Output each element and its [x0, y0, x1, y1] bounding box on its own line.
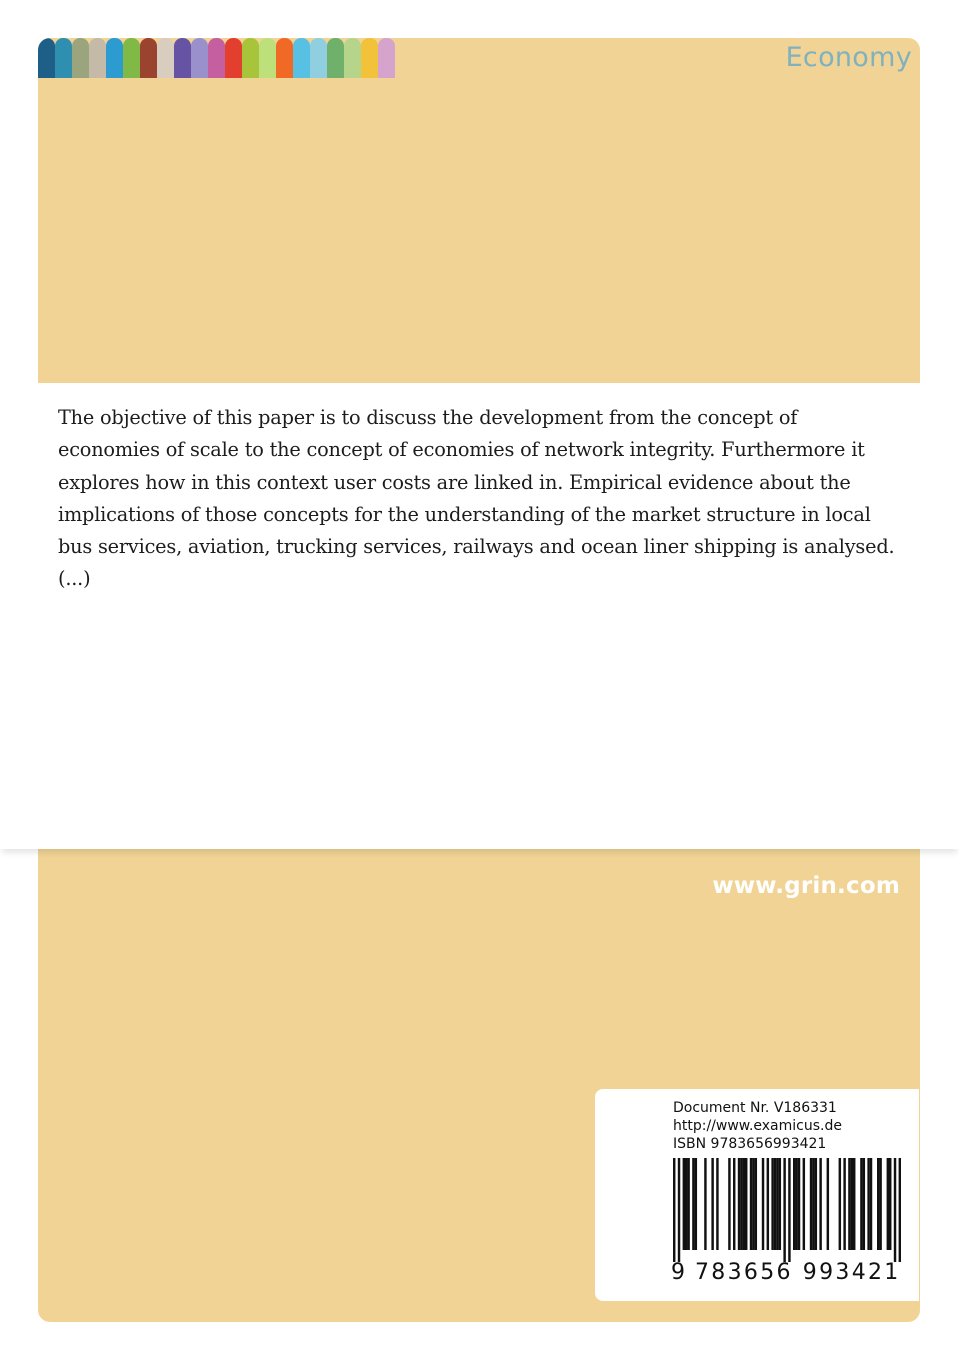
barcode-bar: [683, 1158, 685, 1250]
barcode-bar: [678, 1158, 680, 1262]
barcode-bar: [879, 1158, 881, 1250]
barcode-bar: [687, 1158, 689, 1250]
color-tab: [123, 38, 140, 78]
color-tab-strip: [38, 38, 395, 78]
barcode-bar: [762, 1158, 764, 1250]
color-tab: [106, 38, 123, 78]
color-tab: [276, 38, 293, 78]
barcode-bar: [851, 1158, 853, 1250]
color-tab: [191, 38, 208, 78]
barcode-bar: [827, 1158, 829, 1250]
barcode-bar: [733, 1158, 735, 1250]
barcode-bar: [853, 1158, 855, 1250]
color-tab: [140, 38, 157, 78]
barcode-bar: [877, 1158, 879, 1250]
color-tab: [72, 38, 89, 78]
barcode-bar: [743, 1158, 745, 1250]
barcode-bar: [711, 1158, 713, 1250]
color-tab: [55, 38, 72, 78]
barcode-bar: [810, 1158, 812, 1250]
barcode-bar: [860, 1158, 862, 1250]
barcode-bar: [863, 1158, 865, 1250]
barcode-bar: [870, 1158, 872, 1250]
barcode-bar: [848, 1158, 850, 1250]
barcode-bar: [771, 1158, 773, 1250]
color-tab: [327, 38, 344, 78]
barcode-digit-group-2: 993421: [802, 1260, 901, 1285]
barcode-bar: [812, 1158, 814, 1250]
barcode-bar: [839, 1158, 841, 1250]
barcode-bar: [692, 1158, 694, 1250]
category-label: Economy: [785, 42, 912, 73]
document-url[interactable]: http://www.examicus.de: [673, 1118, 842, 1134]
color-tab: [208, 38, 225, 78]
color-tab: [259, 38, 276, 78]
barcode-bar: [752, 1158, 754, 1250]
color-tab: [310, 38, 327, 78]
barcode-digit-group-1: 783656: [695, 1260, 793, 1285]
barcode-bar: [695, 1158, 697, 1250]
color-tab: [242, 38, 259, 78]
color-tab: [293, 38, 310, 78]
barcode-bar: [728, 1158, 730, 1250]
barcode-bar: [767, 1158, 769, 1250]
barcode-bar: [755, 1158, 757, 1250]
barcode-bar: [843, 1158, 845, 1250]
barcode-bar: [899, 1158, 901, 1262]
barcode-bar: [783, 1158, 785, 1262]
document-info-box: [595, 1089, 919, 1301]
barcode-bar: [819, 1158, 821, 1250]
barcode-bar: [889, 1158, 891, 1250]
barcode-digits: [671, 1260, 903, 1286]
barcode-bar: [745, 1158, 747, 1250]
color-tab: [157, 38, 174, 78]
color-tab: [225, 38, 242, 78]
barcode-digit-first: 9: [671, 1260, 685, 1285]
barcode-bar: [815, 1158, 817, 1250]
barcode-bar: [750, 1158, 752, 1250]
barcode-bar: [685, 1158, 687, 1250]
isbn-label: ISBN 9783656993421: [673, 1136, 827, 1152]
isbn-barcode: [673, 1158, 901, 1262]
color-tab: [344, 38, 361, 78]
barcode-bar: [776, 1158, 778, 1250]
barcode-bar: [716, 1158, 718, 1250]
barcode-bar: [704, 1158, 706, 1250]
color-tab: [89, 38, 106, 78]
barcode-bar: [673, 1158, 675, 1262]
barcode-bar: [887, 1158, 889, 1250]
barcode-bar: [740, 1158, 742, 1250]
color-tab: [38, 38, 55, 78]
barcode-bar: [803, 1158, 805, 1250]
barcode-bar: [867, 1158, 869, 1250]
barcode-bar: [798, 1158, 800, 1250]
barcode-bar: [779, 1158, 781, 1250]
website-link[interactable]: www.grin.com: [712, 873, 900, 899]
barcode-bar: [788, 1158, 790, 1262]
barcode-bar: [894, 1158, 896, 1262]
barcode-bar: [795, 1158, 797, 1250]
color-tab: [378, 38, 395, 78]
document-number: Document Nr. V186331: [673, 1100, 837, 1116]
barcode-bar: [738, 1158, 740, 1250]
color-tab: [174, 38, 191, 78]
barcode-bar: [793, 1158, 795, 1250]
barcode-bar: [774, 1158, 776, 1250]
abstract-text: The objective of this paper is to discuss the development from the concept of economies of scale to the concept of economies of network integrity. Furthermore it explores how in this context user costs are linked in. Empirical evidence about the implications of those concepts for the understanding of the market structure in local bus services, aviation, trucking services, railways and ocean liner shipping is analysed. (...): [58, 406, 895, 591]
color-tab: [361, 38, 378, 78]
